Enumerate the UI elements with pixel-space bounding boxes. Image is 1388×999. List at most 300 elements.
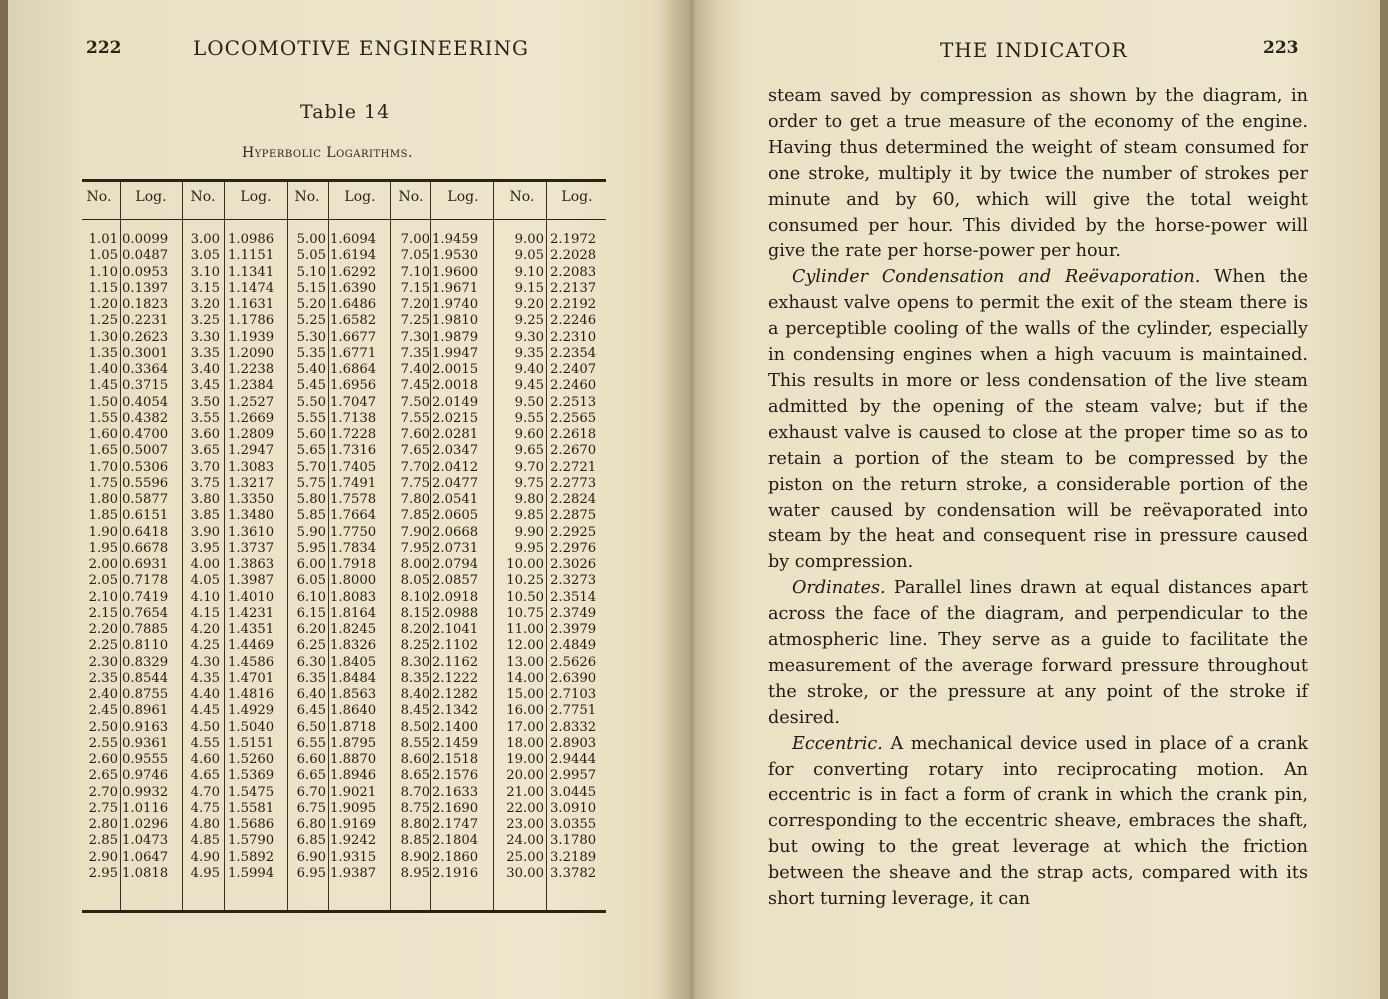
table-header-rule: [82, 219, 606, 220]
table-cell-number: 2.85: [88, 833, 118, 849]
table-cell-number: 7.45: [400, 378, 430, 394]
table-cell-log: 1.5581: [228, 800, 275, 816]
table-cell-log: 0.2231: [122, 313, 169, 329]
table-cell-number: 2.65: [88, 768, 118, 784]
paragraph-term: Eccentric.: [792, 733, 883, 754]
table-cell-log: 0.3715: [122, 378, 169, 394]
table-cell-log: 2.4849: [550, 638, 597, 654]
column-header-log: Log.: [344, 189, 376, 205]
table-cell-log: 1.0986: [228, 232, 275, 247]
table-cell-log: 1.7228: [330, 427, 377, 442]
table-cell-log: 1.3083: [228, 459, 275, 475]
number-column: [392, 232, 430, 882]
table-cell-number: 7.35: [400, 345, 430, 361]
table-cell-number: 8.30: [400, 654, 430, 670]
table-cell-log: 1.9169: [330, 817, 377, 832]
table-cell-log: 0.3364: [122, 362, 169, 377]
table-cell-number: 6.65: [296, 768, 326, 784]
table-cell-number: 7.95: [400, 540, 430, 556]
table-cell-log: 0.1823: [122, 297, 169, 312]
table-cell-log: 0.7885: [122, 622, 169, 637]
table-cell-number: 20.00: [506, 768, 544, 784]
table-cell-number: 3.55: [190, 410, 220, 426]
table-cell-number: 30.00: [506, 865, 544, 881]
table-cell-number: 3.00: [190, 232, 220, 247]
table-cell-log: 1.6390: [330, 280, 377, 296]
table-cell-log: 1.7578: [330, 492, 377, 507]
table-cell-number: 3.15: [190, 280, 220, 296]
table-cell-log: 1.7316: [330, 443, 377, 459]
table-cell-number: 7.65: [400, 443, 430, 459]
table-cell-log: 1.9530: [432, 248, 479, 264]
table-cell-log: 1.6677: [330, 329, 377, 345]
table-cell-log: 1.4929: [228, 703, 275, 719]
table-cell-log: 1.9879: [432, 329, 479, 345]
table-cell-log: 1.8563: [330, 687, 377, 702]
table-cell-number: 1.60: [88, 427, 118, 442]
table-cell-log: 1.9315: [330, 849, 377, 865]
table-cell-number: 3.20: [190, 297, 220, 312]
table-cell-log: 2.0988: [432, 605, 479, 621]
table-cell-number: 5.25: [296, 313, 326, 329]
table-cell-number: 5.15: [296, 280, 326, 296]
table-cell-log: 2.7751: [550, 703, 597, 719]
table-cell-number: 5.60: [296, 427, 326, 442]
table-cell-log: 2.1690: [432, 800, 479, 816]
table-column-divider: [430, 182, 431, 910]
table-cell-log: 1.9600: [432, 264, 479, 280]
paragraph-text: When the exhaust valve opens to permit the exit of the steam there is a perceptible cooling of the walls of the cylinder, especially in condensing engines when a high vacuum is maintained. This results in more or less condensation of the live steam admitted by the opening of the steam valve; but if the exhaust valve is caused to close at the proper time so as to retain a portion of the steam to be compressed by the piston on the return stroke, a considerable portion of the water caused by condensation will be reëvaporated into steam by the heat and consequent rise in pressure caused by compression.: [768, 267, 1309, 573]
table-cell-number: 3.25: [190, 313, 220, 329]
table-cell-number: 1.40: [88, 362, 118, 377]
table-cell-log: 1.6486: [330, 297, 377, 312]
table-cell-log: 2.0347: [432, 443, 479, 459]
table-cell-log: 1.0116: [122, 800, 169, 816]
table-cell-log: 2.1342: [432, 703, 479, 719]
column-header-log: Log.: [240, 189, 272, 205]
table-cell-log: 0.3001: [122, 345, 169, 361]
table-cell-log: 2.2083: [550, 264, 597, 280]
table-cell-number: 5.45: [296, 378, 326, 394]
table-cell-log: 3.0910: [550, 800, 597, 816]
table-cell-log: 0.0487: [122, 248, 169, 264]
table-cell-number: 9.30: [514, 329, 544, 345]
table-cell-log: 0.8110: [122, 638, 169, 654]
table-cell-number: 1.30: [88, 329, 118, 345]
table-cell-number: 4.40: [190, 687, 220, 702]
table-cell-log: 2.7103: [550, 687, 597, 702]
table-cell-log: 2.1633: [432, 784, 479, 800]
table-cell-number: 5.30: [296, 329, 326, 345]
table-cell-number: 4.35: [190, 670, 220, 686]
table-cell-log: 1.2669: [228, 410, 275, 426]
table-cell-log: 0.6678: [122, 540, 169, 556]
log-column: [330, 232, 388, 882]
table-cell-log: 1.3863: [228, 557, 275, 572]
table-cell-log: 1.6194: [330, 248, 377, 264]
table-cell-number: 3.35: [190, 345, 220, 361]
table-cell-number: 8.50: [400, 719, 430, 735]
table-cell-number: 2.05: [88, 573, 118, 589]
table-cell-number: 6.40: [296, 687, 326, 702]
table-cell-log: 2.3273: [550, 573, 597, 589]
table-cell-log: 0.6931: [122, 557, 169, 572]
table-cell-number: 3.85: [190, 508, 220, 524]
table-cell-log: 2.0857: [432, 573, 479, 589]
table-column-divider: [493, 182, 494, 910]
table-cell-log: 1.8083: [330, 589, 377, 605]
table-cell-log: 1.1786: [228, 313, 275, 329]
table-cell-log: 3.1780: [550, 833, 597, 849]
table-column-divider: [120, 182, 121, 910]
table-cell-log: 1.6956: [330, 378, 377, 394]
table-cell-number: 9.15: [514, 280, 544, 296]
table-cell-number: 2.25: [88, 638, 118, 654]
table-cell-number: 7.10: [400, 264, 430, 280]
table-cell-number: 9.45: [514, 378, 544, 394]
table-cell-number: 18.00: [506, 735, 544, 751]
table-cell-log: 1.8000: [330, 573, 377, 589]
table-cell-number: 6.85: [296, 833, 326, 849]
table-cell-log: 2.2028: [550, 248, 597, 264]
table-cell-log: 2.9957: [550, 768, 597, 784]
table-cell-number: 13.00: [506, 654, 544, 670]
table-cell-number: 1.10: [88, 264, 118, 280]
table-cell-log: 1.3480: [228, 508, 275, 524]
table-cell-log: 2.2192: [550, 297, 597, 312]
table-column-divider: [328, 182, 329, 910]
table-cell-number: 2.95: [88, 865, 118, 881]
table-cell-number: 1.01: [88, 232, 118, 247]
table-cell-number: 2.45: [88, 703, 118, 719]
table-cell-number: 8.15: [400, 605, 430, 621]
table-cell-number: 2.70: [88, 784, 118, 800]
table-cell-log: 2.1041: [432, 622, 479, 637]
table-cell-log: 1.4816: [228, 687, 275, 702]
table-cell-log: 2.2137: [550, 280, 597, 296]
table-cell-number: 8.80: [400, 817, 430, 832]
table-cell-log: 0.4700: [122, 427, 169, 442]
table-cell-log: 2.2670: [550, 443, 597, 459]
table-cell-number: 8.75: [400, 800, 430, 816]
table-cell-number: 9.35: [514, 345, 544, 361]
table-cell-number: 9.00: [514, 232, 544, 247]
column-header-number: No.: [294, 189, 320, 205]
table-cell-log: 2.2824: [550, 492, 597, 507]
table-cell-number: 7.30: [400, 329, 430, 345]
table-cell-log: 0.6151: [122, 508, 169, 524]
table-cell-log: 2.2976: [550, 540, 597, 556]
table-cell-log: 1.4231: [228, 605, 275, 621]
table-cell-number: 9.20: [514, 297, 544, 312]
table-cell-number: 4.65: [190, 768, 220, 784]
table-cell-number: 9.90: [514, 524, 544, 540]
table-cell-log: 1.8640: [330, 703, 377, 719]
table-cell-log: 0.6418: [122, 524, 169, 540]
table-cell-number: 1.05: [88, 248, 118, 264]
table-cell-number: 6.15: [296, 605, 326, 621]
table-cell-log: 1.6292: [330, 264, 377, 280]
table-cell-log: 1.3987: [228, 573, 275, 589]
table-cell-log: 0.9163: [122, 719, 169, 735]
table-cell-log: 0.9555: [122, 752, 169, 767]
table-cell-log: 2.0477: [432, 475, 479, 491]
table-cell-log: 1.7750: [330, 524, 377, 540]
table-cell-number: 4.10: [190, 589, 220, 605]
table-cell-log: 1.5790: [228, 833, 275, 849]
table-cell-number: 6.30: [296, 654, 326, 670]
table-cell-number: 5.90: [296, 524, 326, 540]
table-subtitle: Hyperbolic Logarithms.: [242, 145, 413, 161]
table-cell-log: 1.3610: [228, 524, 275, 540]
table-cell-number: 4.60: [190, 752, 220, 767]
table-column-divider: [287, 182, 288, 910]
table-cell-number: 2.10: [88, 589, 118, 605]
table-cell-log: 1.8870: [330, 752, 377, 767]
table-cell-number: 3.80: [190, 492, 220, 507]
table-cell-number: 6.35: [296, 670, 326, 686]
table-cell-number: 6.25: [296, 638, 326, 654]
table-cell-log: 1.9810: [432, 313, 479, 329]
table-cell-number: 7.55: [400, 410, 430, 426]
table-cell-number: 6.05: [296, 573, 326, 589]
table-cell-log: 1.4469: [228, 638, 275, 654]
table-cell-log: 2.1222: [432, 670, 479, 686]
table-cell-log: 1.5475: [228, 784, 275, 800]
table-cell-log: 2.1518: [432, 752, 479, 767]
table-cell-number: 1.95: [88, 540, 118, 556]
table-title: Table 14: [300, 101, 391, 123]
table-cell-log: 2.8332: [550, 719, 597, 735]
left-page-number: 222: [86, 38, 122, 58]
table-cell-number: 5.55: [296, 410, 326, 426]
table-cell-log: 0.9746: [122, 768, 169, 784]
table-cell-log: 2.0018: [432, 378, 479, 394]
table-cell-number: 5.10: [296, 264, 326, 280]
table-cell-number: 9.75: [514, 475, 544, 491]
table-cell-log: 1.8164: [330, 605, 377, 621]
table-cell-log: 1.9021: [330, 784, 377, 800]
number-column: [288, 232, 326, 882]
table-cell-number: 10.25: [506, 573, 544, 589]
table-cell-number: 1.90: [88, 524, 118, 540]
table-cell-log: 0.0099: [122, 232, 169, 247]
table-cell-number: 7.25: [400, 313, 430, 329]
table-cell-log: 2.1400: [432, 719, 479, 735]
table-cell-number: 9.95: [514, 540, 544, 556]
paragraph-ordinates: [768, 576, 1308, 731]
table-cell-log: 2.0015: [432, 362, 479, 377]
table-cell-number: 6.55: [296, 735, 326, 751]
table-cell-number: 4.75: [190, 800, 220, 816]
column-header-number: No.: [509, 189, 535, 205]
table-cell-log: 1.8946: [330, 768, 377, 784]
table-cell-log: 2.2565: [550, 410, 597, 426]
table-cell-number: 4.20: [190, 622, 220, 637]
table-cell-number: 7.60: [400, 427, 430, 442]
table-cell-log: 2.0918: [432, 589, 479, 605]
table-cell-log: 1.9740: [432, 297, 479, 312]
table-cell-number: 7.15: [400, 280, 430, 296]
column-header-number: No.: [86, 189, 112, 205]
table-cell-number: 6.45: [296, 703, 326, 719]
table-cell-log: 2.3979: [550, 622, 597, 637]
table-cell-log: 0.5596: [122, 475, 169, 491]
table-cell-number: 9.70: [514, 459, 544, 475]
table-cell-log: 1.7918: [330, 557, 377, 572]
table-cell-number: 6.75: [296, 800, 326, 816]
table-cell-log: 2.0412: [432, 459, 479, 475]
paragraph-text: A mechanical device used in place of a crank for converting rotary into reciprocating motion. An eccentric is in fact a form of crank in which the crank pin, corresponding to the eccentric sheave, embraces the shaft, but owing to the great leverage at which the friction between the sheave and the strap acts, compared with its short turning leverage, it can: [768, 733, 1308, 910]
table-cell-log: 2.1102: [432, 638, 479, 654]
table-top-rule: [82, 179, 606, 182]
table-cell-number: 1.55: [88, 410, 118, 426]
table-cell-number: 3.50: [190, 394, 220, 410]
table-cell-log: 1.4010: [228, 589, 275, 605]
table-cell-number: 12.00: [506, 638, 544, 654]
table-cell-number: 6.95: [296, 865, 326, 881]
table-cell-number: 8.20: [400, 622, 430, 637]
table-cell-number: 3.95: [190, 540, 220, 556]
column-header-log: Log.: [561, 189, 593, 205]
table-cell-log: 2.1282: [432, 687, 479, 702]
table-cell-number: 1.85: [88, 508, 118, 524]
table-cell-log: 1.3217: [228, 475, 275, 491]
table-cell-number: 6.90: [296, 849, 326, 865]
paragraph-text: Parallel lines drawn at equal distances apart across the face of the diagram, and perpendicular to the atmospheric line. They serve as a guide to facilitate the measurement of the average forward pressure throughout the stroke, or the pressure at any point of the stroke if desired.: [768, 578, 1308, 728]
table-cell-log: 0.1397: [122, 280, 169, 296]
table-cell-log: 1.8795: [330, 735, 377, 751]
number-column: [80, 232, 118, 882]
table-cell-log: 2.1576: [432, 768, 479, 784]
table-cell-number: 1.65: [88, 443, 118, 459]
table-cell-log: 2.0668: [432, 524, 479, 540]
log-column: [432, 232, 492, 882]
table-cell-number: 1.15: [88, 280, 118, 296]
paragraph-term: Cylinder Condensation and Reëvaporation.: [792, 267, 1201, 288]
table-cell-log: 1.5994: [228, 865, 275, 881]
table-cell-log: 1.5260: [228, 752, 275, 767]
table-cell-log: 2.9444: [550, 752, 597, 767]
table-cell-number: 7.00: [400, 232, 430, 247]
table-cell-number: 6.00: [296, 557, 326, 572]
table-cell-log: 0.9361: [122, 735, 169, 751]
table-cell-number: 7.75: [400, 475, 430, 491]
table-cell-log: 1.5369: [228, 768, 275, 784]
right-page-number: 223: [1263, 38, 1299, 58]
table-cell-number: 5.85: [296, 508, 326, 524]
table-cell-number: 2.15: [88, 605, 118, 621]
table-cell-number: 8.40: [400, 687, 430, 702]
table-cell-number: 7.90: [400, 524, 430, 540]
table-cell-number: 6.50: [296, 719, 326, 735]
table-cell-number: 19.00: [506, 752, 544, 767]
table-cell-number: 2.75: [88, 800, 118, 816]
table-cell-log: 1.2527: [228, 394, 275, 410]
table-cell-log: 2.2310: [550, 329, 597, 345]
table-cell-log: 1.9459: [432, 232, 479, 247]
table-cell-number: 4.50: [190, 719, 220, 735]
table-cell-number: 8.90: [400, 849, 430, 865]
table-cell-number: 5.05: [296, 248, 326, 264]
log-column: [550, 232, 606, 882]
table-cell-log: 2.3749: [550, 605, 597, 621]
column-header-log: Log.: [135, 189, 167, 205]
table-cell-log: 0.4054: [122, 394, 169, 410]
table-cell-log: 1.6582: [330, 313, 377, 329]
table-cell-log: 1.6771: [330, 345, 377, 361]
table-cell-log: 1.7047: [330, 394, 377, 410]
table-cell-number: 7.50: [400, 394, 430, 410]
table-cell-log: 1.9095: [330, 800, 377, 816]
table-cell-log: 0.0953: [122, 264, 169, 280]
table-cell-log: 1.4351: [228, 622, 275, 637]
table-cell-log: 1.8245: [330, 622, 377, 637]
table-cell-number: 3.30: [190, 329, 220, 345]
table-cell-number: 8.65: [400, 768, 430, 784]
book-gutter: [662, 0, 722, 999]
table-cell-log: 1.1151: [228, 248, 275, 264]
table-cell-log: 1.2384: [228, 378, 275, 394]
table-cell-number: 1.25: [88, 313, 118, 329]
table-cell-log: 2.0281: [432, 427, 479, 442]
table-cell-log: 1.5892: [228, 849, 275, 865]
table-cell-log: 2.1804: [432, 833, 479, 849]
table-cell-log: 2.2875: [550, 508, 597, 524]
log-column: [122, 232, 180, 882]
table-cell-number: 8.70: [400, 784, 430, 800]
table-cell-log: 1.8484: [330, 670, 377, 686]
table-cell-log: 2.3026: [550, 557, 597, 572]
table-cell-log: 1.7405: [330, 459, 377, 475]
table-cell-number: 2.30: [88, 654, 118, 670]
table-cell-number: 14.00: [506, 670, 544, 686]
table-cell-number: 6.60: [296, 752, 326, 767]
table-cell-number: 3.10: [190, 264, 220, 280]
table-cell-log: 1.8718: [330, 719, 377, 735]
table-cell-number: 10.75: [506, 605, 544, 621]
table-cell-log: 2.0605: [432, 508, 479, 524]
table-cell-number: 5.00: [296, 232, 326, 247]
paragraph-eccentric: [768, 732, 1308, 913]
table-cell-log: 2.0731: [432, 540, 479, 556]
table-cell-log: 1.0473: [122, 833, 169, 849]
column-header-log: Log.: [447, 189, 479, 205]
table-cell-log: 1.7834: [330, 540, 377, 556]
table-cell-number: 2.00: [88, 557, 118, 572]
table-cell-log: 2.1860: [432, 849, 479, 865]
table-cell-number: 7.85: [400, 508, 430, 524]
table-cell-log: 3.0445: [550, 784, 597, 800]
table-bottom-rule: [82, 910, 606, 913]
table-cell-log: 2.2773: [550, 475, 597, 491]
table-cell-log: 1.1631: [228, 297, 275, 312]
table-cell-log: 0.8544: [122, 670, 169, 686]
table-cell-log: 0.2623: [122, 329, 169, 345]
table-cell-log: 0.7419: [122, 589, 169, 605]
table-cell-number: 7.80: [400, 492, 430, 507]
table-cell-log: 0.7178: [122, 573, 169, 589]
book-edge-right: [1380, 0, 1388, 999]
table-cell-number: 7.20: [400, 297, 430, 312]
table-cell-log: 1.1474: [228, 280, 275, 296]
table-column-divider: [224, 182, 225, 910]
table-cell-log: 1.5040: [228, 719, 275, 735]
table-cell-number: 2.80: [88, 817, 118, 832]
table-cell-number: 5.95: [296, 540, 326, 556]
table-cell-log: 2.1916: [432, 865, 479, 881]
table-cell-number: 2.50: [88, 719, 118, 735]
